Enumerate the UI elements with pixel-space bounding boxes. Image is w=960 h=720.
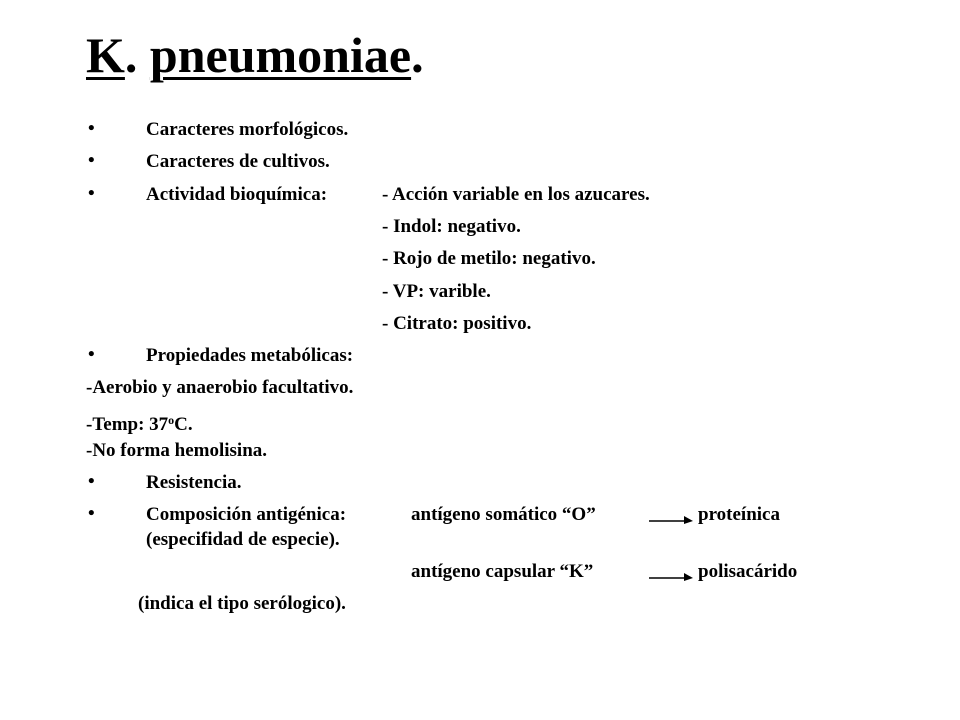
item-bioquimica-5: - Citrato: positivo. [382, 313, 532, 334]
bullet-icon: • [88, 183, 95, 204]
title-species: pneumoniae [149, 27, 412, 83]
item-bioquimica-2: - Indol: negativo. [382, 216, 521, 237]
item-polisacarido: polisacárido [698, 561, 798, 582]
item-resistencia: Resistencia. [146, 472, 242, 493]
item-serologico: (indica el tipo serólogico). [138, 593, 346, 614]
temp-prefix: -Temp: 37 [86, 414, 169, 435]
arrow-right-icon [648, 510, 694, 524]
arrow-right-icon [648, 567, 694, 581]
bullet-icon: • [88, 150, 95, 171]
item-bioquimica-1: - Acción variable en los azucares. [382, 184, 650, 205]
item-aerobio: -Aerobio y anaerobio facultativo. [86, 377, 354, 398]
bullet-icon: • [88, 118, 95, 139]
item-temp [86, 409, 193, 436]
item-proteinica: proteínica [698, 504, 780, 525]
title-period: . [411, 27, 424, 83]
item-bioquimica-4: - VP: varible. [382, 281, 491, 302]
item-bioquimica-label: Actividad bioquímica: [146, 184, 328, 205]
title-genus: K [86, 27, 125, 83]
item-morfologicos: Caracteres morfológicos. [146, 119, 349, 140]
title-separator: . [124, 27, 150, 83]
item-bioquimica-3: - Rojo de metilo: negativo. [382, 248, 596, 269]
item-metabolicas: Propiedades metabólicas: [146, 345, 354, 366]
item-antigenica-label: Composición antigénica: [146, 504, 347, 525]
bullet-icon: • [88, 503, 95, 524]
item-cultivos: Caracteres de cultivos. [146, 151, 330, 172]
item-hemolisina: -No forma hemolisina. [86, 440, 268, 461]
bullet-icon: • [88, 471, 95, 492]
item-antigeno-o: antígeno somático “O” [411, 504, 596, 525]
bullet-icon: • [88, 344, 95, 365]
page-title [86, 27, 424, 83]
temp-suffix: C. [174, 414, 193, 435]
temp-degree: o [168, 413, 175, 427]
item-especificidad: (especifidad de especie). [146, 529, 340, 550]
item-antigeno-k: antígeno capsular “K” [411, 561, 594, 582]
